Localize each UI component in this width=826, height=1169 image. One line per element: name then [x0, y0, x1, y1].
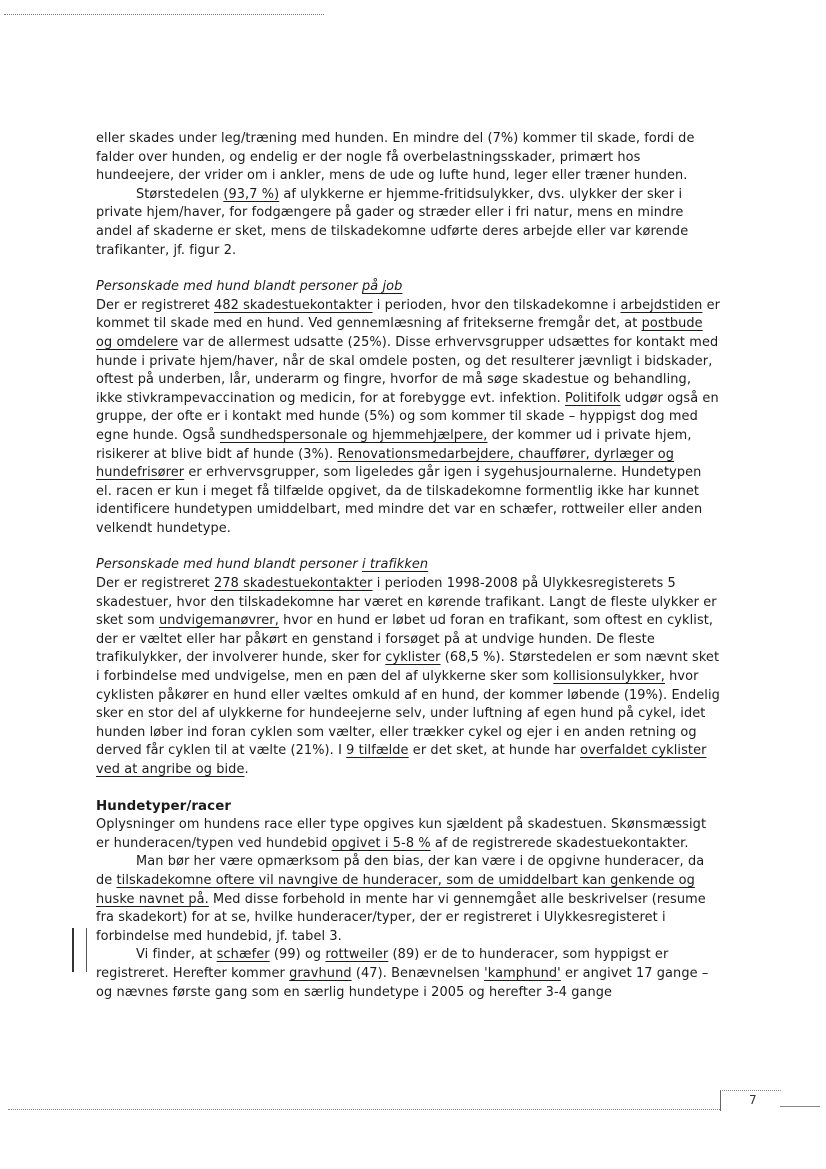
paragraph-text: var de allermest udsatte (25%). Disse erhvervsgrupper udsættes for kontakt med hunde i private hjem/haver, når de skal omdele posten, og det resulterer jævnligt i bidskader, oftest på underben, lår, underarm og fingre, hvorfor de må søge skadestue og behandling, ikke stivkrampevaccination og medicin, for at forebygge evt. infektion.	[96, 334, 719, 406]
underlined-text: overfaldet cyklister ved at angribe og bide	[96, 743, 707, 777]
paragraph	[96, 186, 720, 260]
underlined-text: gravhund	[289, 965, 352, 981]
underlined-text: 9 tilfælde	[346, 743, 409, 759]
scan-edge-line	[4, 14, 324, 17]
underlined-text: 482 skadestuekontakter	[214, 297, 373, 313]
paragraph	[96, 853, 720, 946]
paragraph-text: i perioden 1998-2008 på Ulykkesregisterets 5 skadestuer, hvor den tilskadekomne har været en kørende trafikant. Langt de fleste ulykker er sket som	[96, 576, 717, 629]
underlined-text: Renovationsmedarbejdere, chauffører, dyrlæger og hundefrisører	[96, 446, 675, 481]
paragraph-text: Med disse forbehold in mente har vi gennemgået alle beskrivelser (resume fra skadekort) for at se, hvilke hunderacer/typer, der er registreret i Ulykkesregisteret i forbindelse med hundebid, jf. tabel 3.	[96, 891, 706, 944]
underlined-text: på job	[362, 279, 403, 295]
subheading-text: Personskade med hund blandt personer	[96, 279, 363, 295]
paragraph-text: der kommer ud i private hjem, risikerer at blive bidt af hunde (3%).	[96, 427, 692, 462]
paragraph-text: af de registrerede skadestuekontakter.	[430, 835, 689, 851]
underlined-text: i trafikken	[362, 557, 429, 573]
paragraph-text: (47). Benævnelsen	[351, 965, 485, 981]
underlined-text: 'kamphund'	[484, 965, 561, 981]
paragraph-text: er angivet 17 gange – og nævnes første gang som en særlig hundetype i 2005 og herefter 3-4 gange	[96, 965, 709, 1000]
underlined-text: (93,7 %)	[223, 186, 280, 202]
underlined-text: rottweiler	[325, 947, 389, 963]
paragraph-text: Størstedelen	[136, 186, 224, 202]
paragraph	[96, 816, 720, 853]
paragraph-text: .	[244, 762, 249, 777]
paragraph-text: Man bør her være opmærksom på den bias, der kan være i de opgivne hunderacer, da de	[96, 854, 705, 888]
paragraph-text: (99) og	[269, 947, 326, 963]
paragraph-text: Oplysninger om hundens race eller type opgives kun sjældent på skadestuen. Skønsmæssigt er hunderacen/typen ved hundebid	[96, 817, 707, 851]
underlined-text: arbejdstiden	[620, 297, 703, 313]
paragraph-text: udgør også en gruppe, der ofte er i kontakt med hunde (5%) og som kommer til skade – hyppigst dog med egne hunde. Også	[96, 390, 719, 443]
paragraph-text: i perioden, hvor den tilskadekomne i	[372, 297, 621, 313]
underlined-text: kollisionsulykker,	[553, 669, 665, 685]
margin-annotation-mark	[72, 928, 87, 972]
underlined-text: sundhedspersonale og hjemmehjælpere,	[219, 427, 488, 443]
paragraph-text: (89) er de to hunderacer, som hyppigst er registreret. Herefter kommer	[96, 947, 669, 981]
paragraph-text: (68,5 %). Størstedelen er som nævnt sket i forbindelse med undvigelse, men en pæn del af ulykkerne sker som	[96, 650, 720, 685]
paragraph	[96, 946, 720, 1002]
underlined-text: Politifolk	[565, 390, 621, 406]
underlined-text: 278 skadestuekontakter	[214, 576, 373, 592]
underlined-text: postbude og omdelere	[96, 316, 703, 350]
document-page	[96, 130, 720, 1002]
paragraph	[96, 575, 720, 780]
underlined-text: tilskadekomne oftere vil navngive de hunderacer, som de umiddelbart kan genkende og huske navnet på.	[96, 872, 695, 907]
paragraph	[96, 130, 720, 186]
paragraph-text: er kommet til skade med en hund. Ved gennemlæsning af fritekserne fremgår det, at	[96, 297, 721, 332]
underlined-text: cyklister	[385, 650, 441, 666]
section-subheading	[96, 278, 720, 297]
underlined-text: opgivet i 5-8 %	[331, 835, 431, 851]
section-subheading	[96, 556, 720, 575]
section-heading: Hundetyper/racer	[96, 798, 232, 814]
page-number: 7	[749, 1093, 757, 1107]
paragraph-text: af ulykkerne er hjemme-fritidsulykker, dvs. ulykker der sker i private hjem/haver, for fodgængere på gader og stræder eller i fri natur, mens en mindre andel af skaderne er sket, mens de tilskadekomne udførte deres arbejde eller var kørende trafikanter, jf. figur 2.	[96, 186, 689, 258]
paragraph-text: hvor cyklisten påkører en hund eller væltes omkuld af en hund, der kommer løbende (19%). Endelig sker en stor del af ulykkerne for hundeejerne selv, under luftning af egen hund på cykel, idet hunden løber ind foran cyklen som vælter, eller trækker cykel og ejer i en anden retning og derved får cyklen til at vælte (21%). I	[96, 669, 720, 759]
paragraph-text: hvor en hund er løbet ud foran en trafikant, som oftest en cyklist, der er væltet eller har påkørt en genstand i forsøget på at undvige hunden. De fleste trafikulykker, der involverer hunde, sker for	[96, 613, 714, 666]
underlined-text: undvigemanøvrer,	[158, 613, 279, 629]
paragraph-text: er erhvervsgrupper, som ligeledes går igen i sygehusjournalerne. Hundetypen el. racen er kun i meget få tilfælde opgivet, da de tilskadekomne formentlig ikke har kunnet identificere hundetypen umiddelbart, med mindre det var en schæfer, rottweiler eller anden velkendt hundetype.	[96, 465, 703, 536]
paragraph	[96, 297, 720, 539]
footer-rule	[8, 1109, 720, 1110]
subheading-text: Personskade med hund blandt personer	[96, 557, 363, 573]
underlined-text: schæfer	[216, 947, 270, 963]
paragraph-text: eller skades under leg/træning med hunden. En mindre del (7%) kommer til skade, fordi de falder over hunden, og endelig er der nogle få overbelastningsskader, primært hos hundeejere, der vrider om i ankler, mens de ude og lufte hund, leger eller træner hunden.	[96, 131, 695, 184]
paragraph-text: Vi finder, at	[136, 947, 217, 963]
paragraph-text: Der er registreret	[96, 576, 215, 592]
paragraph-text: er det sket, at hunde har	[408, 743, 581, 759]
footer-rule-right	[780, 1106, 820, 1107]
paragraph-text: Der er registreret	[96, 297, 215, 313]
